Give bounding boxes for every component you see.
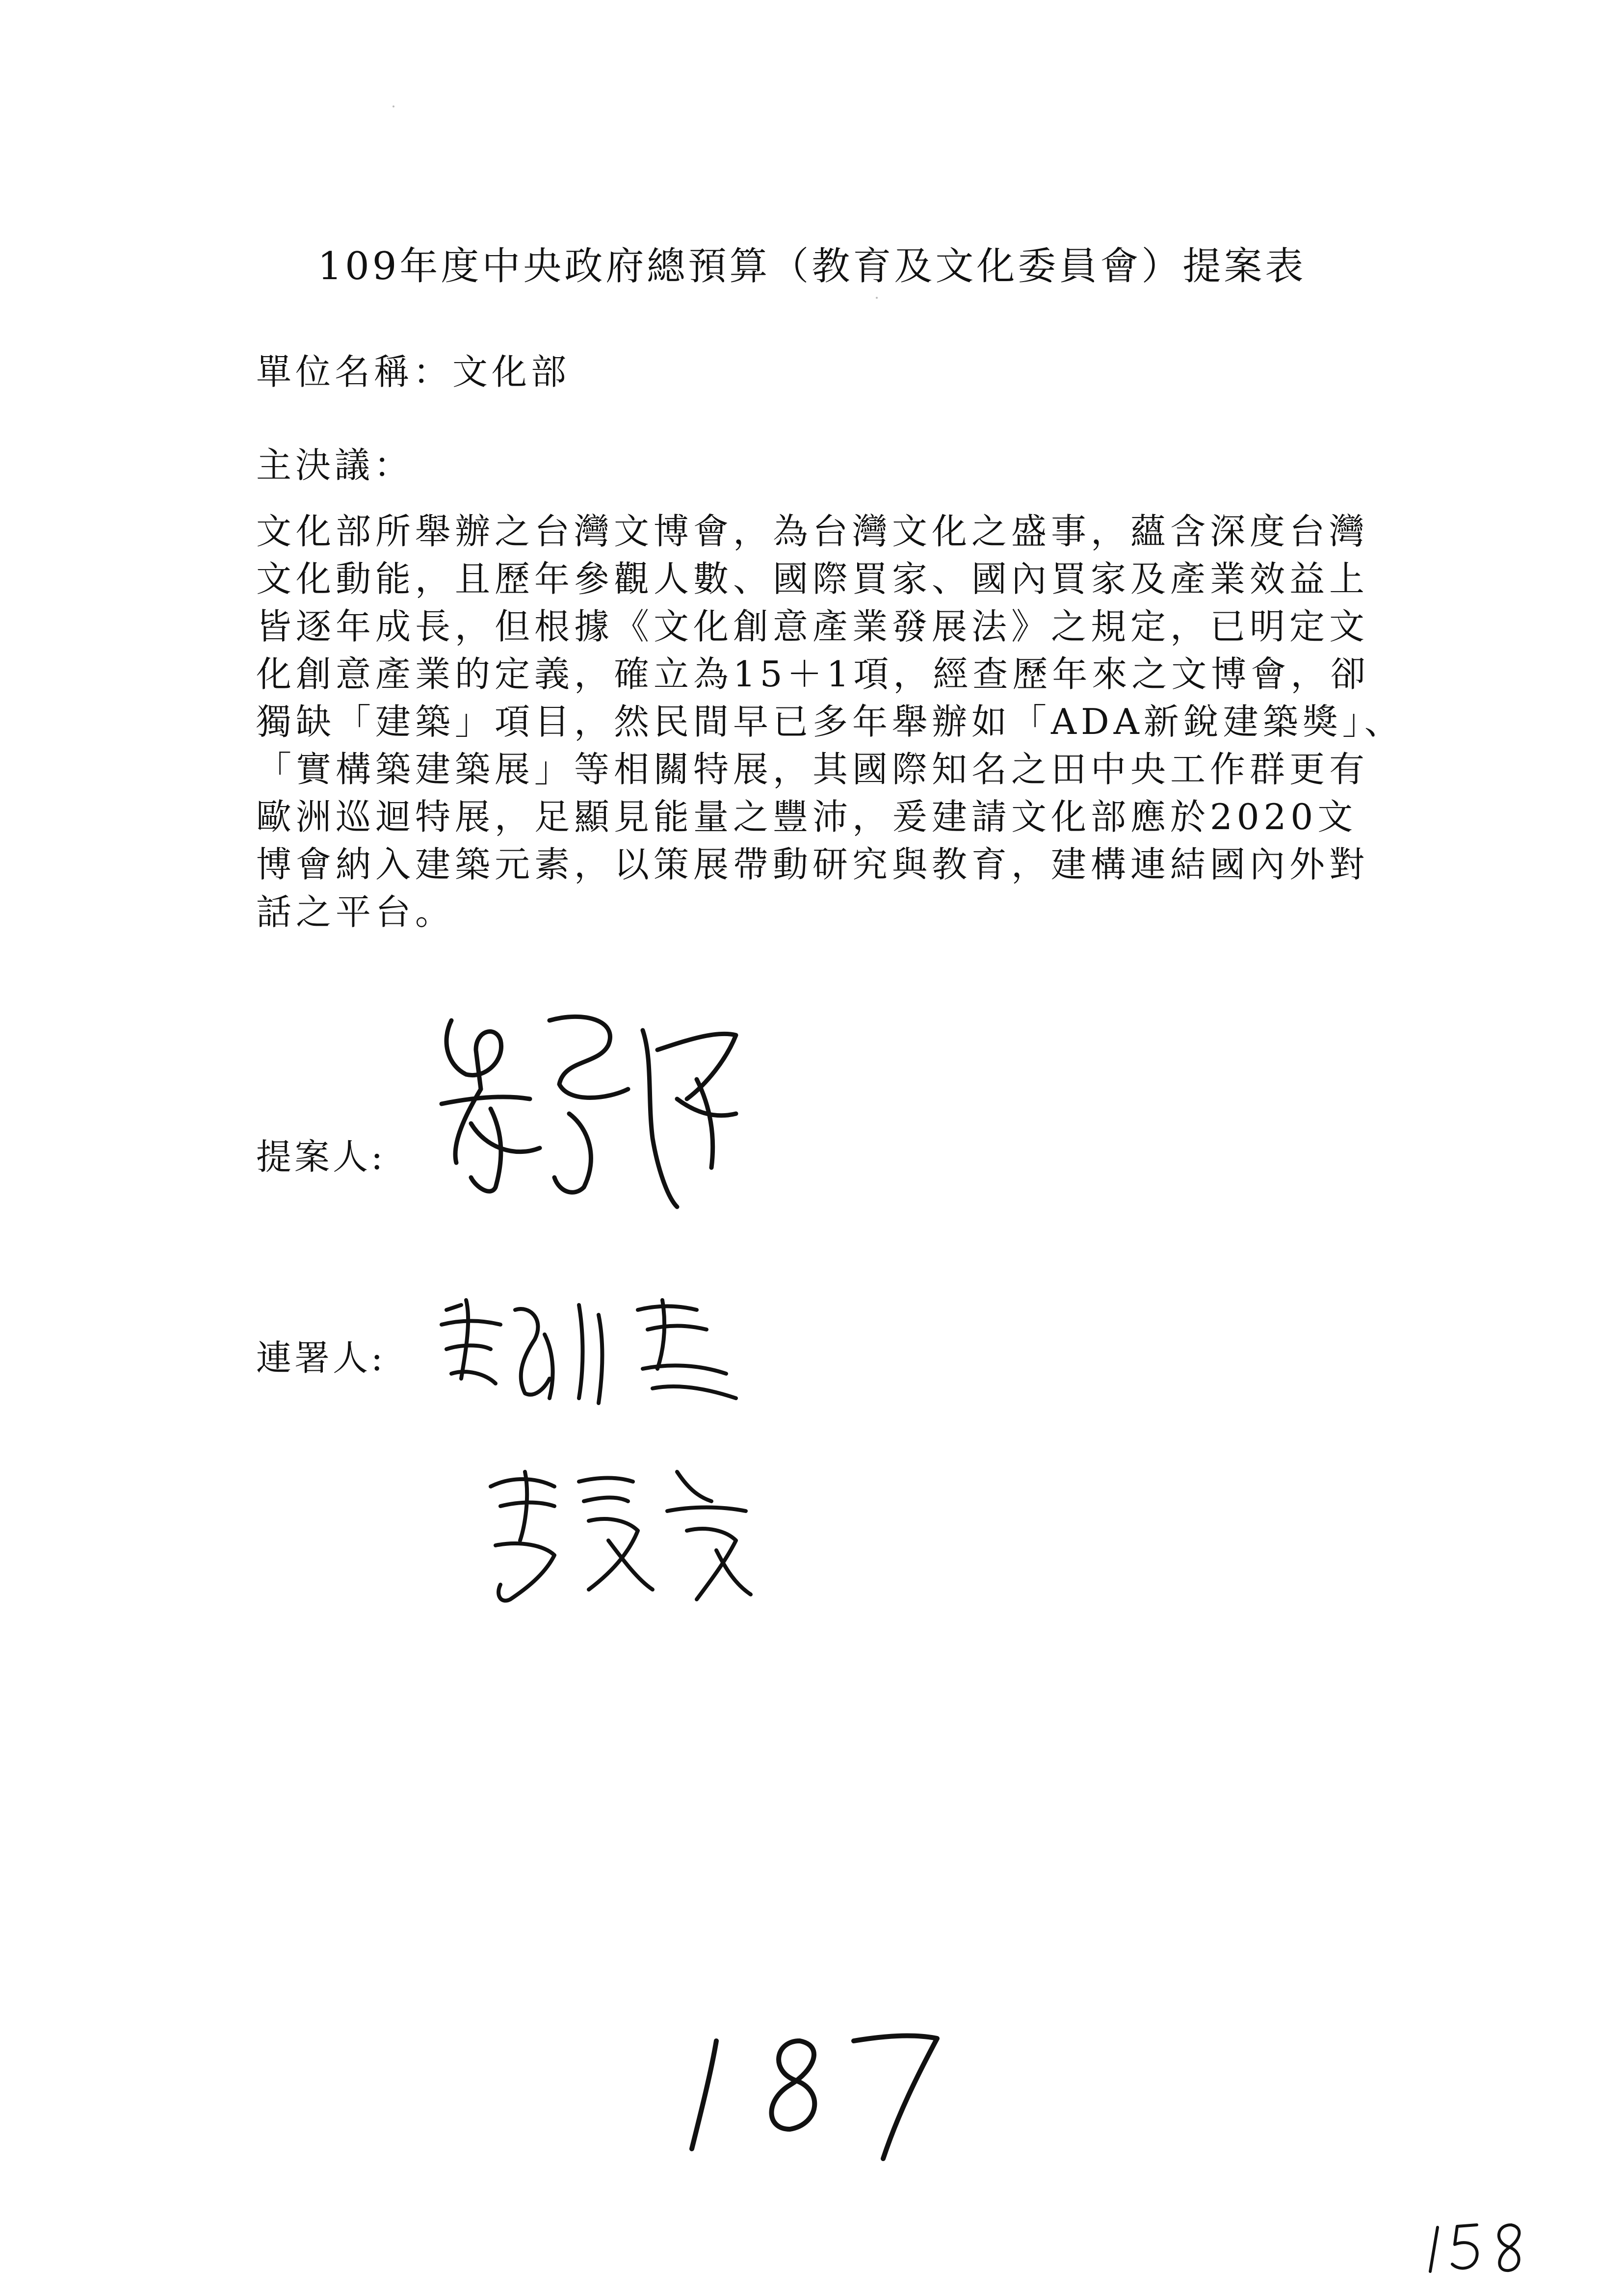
body-line: 獨缺「建築」項目，然民間早已多年舉辦如「ADA新銳建築獎」、 [256, 701, 1404, 742]
scan-speck [393, 105, 394, 107]
scan-speck [876, 297, 878, 299]
handwritten-page-number [677, 2011, 952, 2178]
resolution-body [256, 508, 1404, 936]
body-line: 文化部所舉辦之台灣文博會，為台灣文化之盛事，蘊含深度台灣 [256, 511, 1369, 552]
main-resolution-label: 主決議： [256, 444, 414, 486]
unit-name: 單位名稱：文化部 [256, 351, 571, 392]
cosigner-label: 連署人: [256, 1337, 386, 1379]
body-line: 「實構築建築展」等相關特展，其國際知名之田中央工作群更有 [256, 749, 1369, 790]
body-line: 歐洲巡迴特展，足顯見能量之豐沛，爰建請文化部應於2020文 [256, 796, 1358, 837]
body-line: 文化動能，且歷年參觀人數、國際買家、國內買家及產業效益上 [256, 558, 1369, 600]
body-line: 話之平台。 [256, 891, 455, 933]
proposer-label: 提案人: [256, 1136, 386, 1177]
cosigner-signature-2 [471, 1457, 765, 1614]
document-title: 109年度中央政府總預算（教育及文化委員會）提案表 [317, 244, 1307, 288]
body-line: 皆逐年成長，但根據《文化創意產業發展法》之規定，已明定文 [256, 606, 1369, 647]
body-line: 博會納入建築元素，以策展帶動研究與教育，建構連結國內外對 [256, 844, 1369, 885]
proposer-signature [422, 1001, 775, 1226]
body-line: 化創意產業的定義，確立為15＋1項，經查歷年來之文博會，卻 [256, 653, 1370, 695]
cosigner-signature-1 [432, 1290, 746, 1418]
handwritten-corner-number [1423, 2218, 1541, 2281]
